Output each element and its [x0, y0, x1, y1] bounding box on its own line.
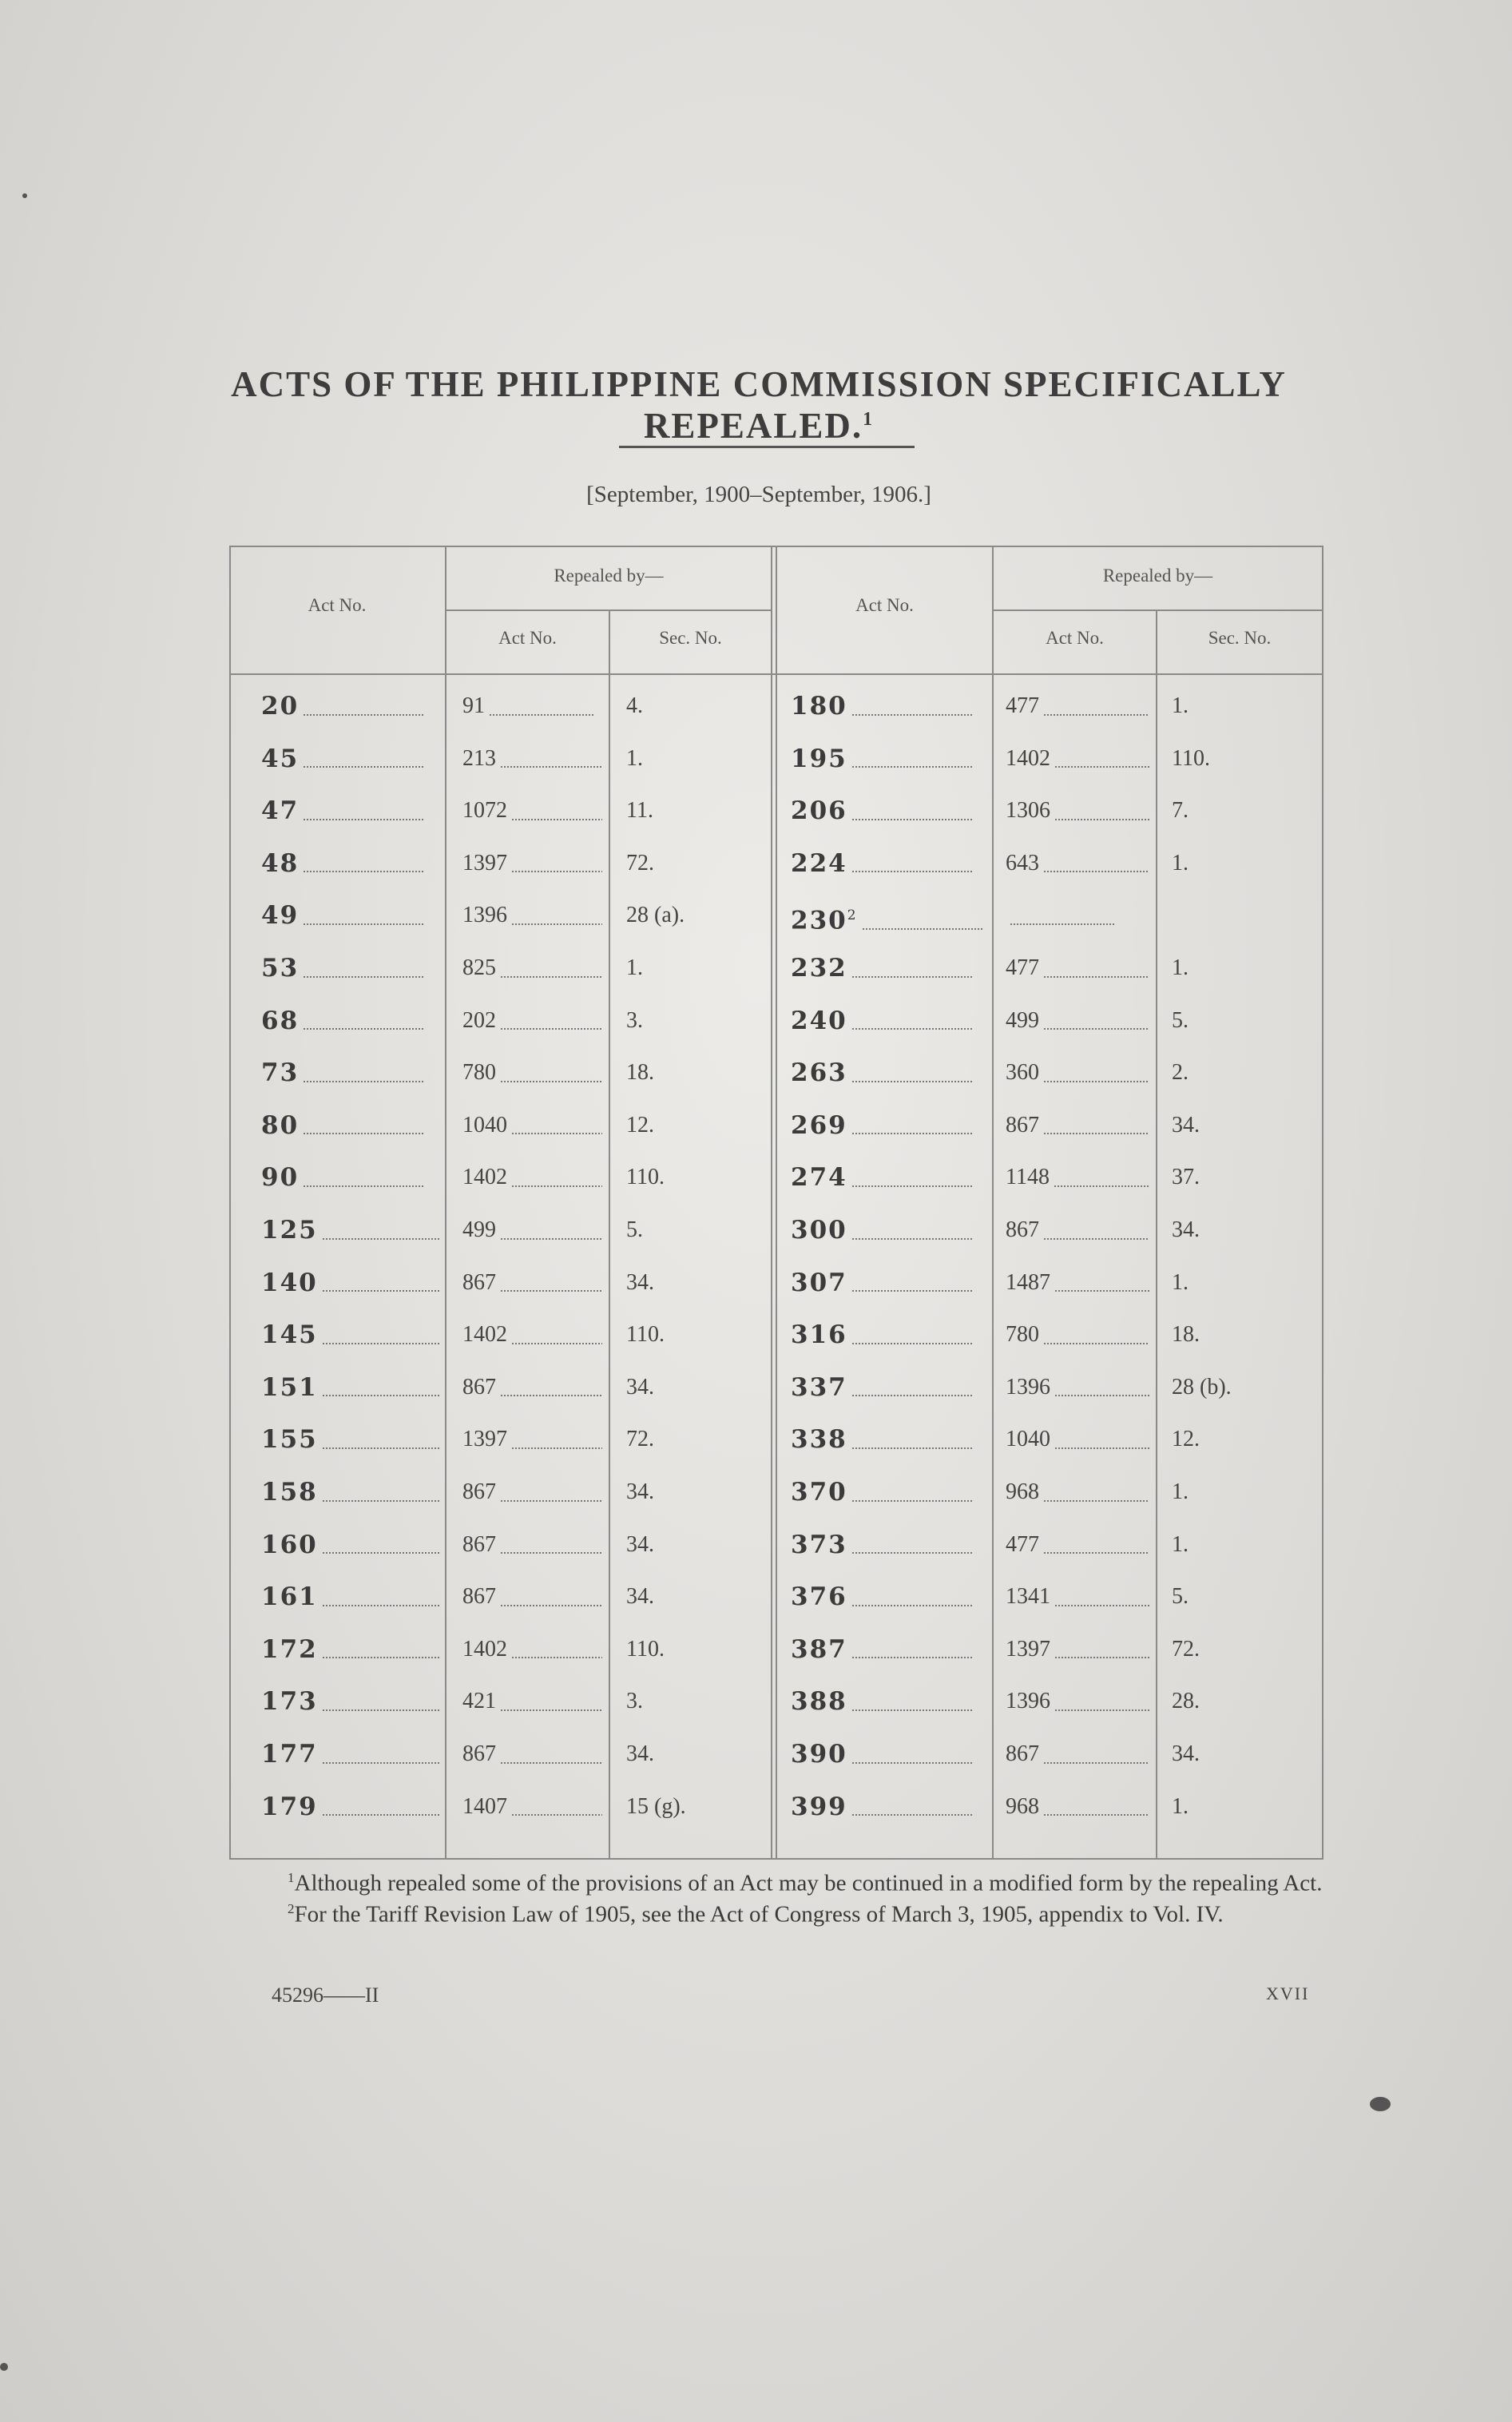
section-number: 28 (b).: [1172, 1374, 1232, 1400]
repealing-act-number: [1006, 889, 1149, 942]
act-number-text: 140: [261, 1268, 318, 1297]
dot-leader: [1044, 1224, 1148, 1240]
act-number: [791, 995, 986, 1047]
footnote-1-text: Although repealed some of the provisions of an Act may be continued in a modified form by the repealing Act.: [294, 1870, 1323, 1896]
repealing-act-text: 867: [1006, 1741, 1039, 1766]
act-number-text: 151: [261, 1372, 318, 1402]
repealing-act-text: 1397: [462, 1427, 507, 1452]
repealing-act-number: [1006, 1675, 1149, 1728]
section-number: 34.: [1172, 1112, 1200, 1138]
dot-leader: [852, 804, 972, 820]
act-number-text: 387: [791, 1634, 847, 1664]
act-number-text: 20: [261, 692, 300, 721]
section-number: 34.: [626, 1479, 654, 1504]
header-subrule: [992, 609, 1322, 611]
repealing-act-number: [1006, 1413, 1149, 1466]
dot-leader: [852, 1695, 972, 1711]
table-row: [229, 995, 1323, 1047]
act-number-text: 125: [261, 1216, 318, 1245]
act-number: [791, 784, 986, 837]
section-number: 1.: [1172, 693, 1189, 718]
repealing-act-text: 1040: [462, 1112, 507, 1138]
act-number: [791, 1099, 986, 1152]
repealing-act-text: 1402: [462, 1322, 507, 1348]
repealing-act-text: 780: [1006, 1322, 1039, 1348]
dot-leader: [852, 1800, 972, 1816]
dot-leader: [1044, 700, 1148, 716]
header-subrule: [445, 609, 771, 611]
table-row: [229, 784, 1323, 837]
act-number: [791, 837, 986, 890]
title-footnote-mark: 1: [863, 409, 875, 430]
repealing-act-text: 968: [1006, 1479, 1039, 1504]
section-number: 4.: [626, 693, 643, 718]
act-number: [791, 1728, 986, 1781]
dot-leader: [852, 1590, 972, 1606]
section-number: 1.: [1172, 955, 1189, 980]
act-number: [791, 1151, 986, 1204]
section-number: 110.: [626, 1322, 665, 1348]
section-number: 34.: [626, 1269, 654, 1295]
dot-leader: [852, 1380, 972, 1396]
repealing-act-number: [1006, 1781, 1149, 1833]
table-row: [229, 1361, 1323, 1414]
repealing-act-text: 202: [462, 1007, 496, 1033]
act-number: [791, 1675, 986, 1728]
repealing-act-number: [1006, 1308, 1149, 1361]
dot-leader: [852, 700, 972, 716]
repealing-act-number: [1006, 1151, 1149, 1204]
act-number-text: 263: [791, 1058, 847, 1088]
act-number-text: 240: [791, 1006, 847, 1035]
dot-leader: [1055, 1642, 1149, 1658]
act-number-text: 316: [791, 1320, 847, 1350]
section-number: 72.: [626, 850, 654, 875]
act-number-text: 224: [791, 848, 847, 878]
repealing-act-text: 968: [1006, 1793, 1039, 1819]
dot-leader: [852, 1014, 972, 1030]
dot-leader: [852, 1118, 972, 1134]
section-number: 34.: [1172, 1217, 1200, 1242]
repealing-act-number: [1006, 1361, 1149, 1414]
table-row: [229, 1623, 1323, 1676]
repealing-act-number: [1006, 837, 1149, 890]
repealing-act-text: 1397: [462, 850, 507, 875]
section-number: 1.: [1172, 1531, 1189, 1557]
repealing-act-text: 1402: [1006, 745, 1050, 771]
ink-spot: [0, 2363, 8, 2371]
repealing-act-text: 1407: [462, 1793, 507, 1819]
repealing-act-text: 643: [1006, 850, 1039, 875]
repealing-act-text: 421: [462, 1689, 496, 1714]
repealing-act-text: 867: [462, 1269, 496, 1295]
section-number: 2.: [1172, 1060, 1189, 1086]
dot-leader: [852, 1224, 972, 1240]
act-number: [791, 680, 986, 733]
header-repealed-by-left: Repealed by—: [554, 566, 664, 586]
dot-leader: [1044, 962, 1148, 978]
table-row: [229, 1257, 1323, 1309]
dot-leader: [852, 752, 972, 768]
repealing-act-text: 1341: [1006, 1584, 1050, 1610]
section-number: 1.: [1172, 1269, 1189, 1295]
repealed-acts-table: [229, 546, 1323, 1860]
title-rule: [619, 446, 915, 448]
repealing-act-number: [1006, 1570, 1149, 1623]
dot-leader: [852, 962, 972, 978]
section-number: 72.: [1172, 1636, 1200, 1662]
table-row: [229, 837, 1323, 890]
section-number: 1.: [626, 955, 643, 980]
act-number-text: 269: [791, 1110, 847, 1140]
act-number: [791, 1570, 986, 1623]
act-number-text: 376: [791, 1582, 847, 1612]
repealing-act-number: [1006, 733, 1149, 785]
act-number-text: 177: [261, 1740, 318, 1769]
section-number: 34.: [626, 1584, 654, 1610]
dot-leader: [1055, 1380, 1149, 1396]
footnote-2-mark: 2: [288, 1900, 295, 1916]
dot-leader: [1010, 909, 1114, 925]
header-act-no-left: Act No.: [308, 595, 367, 615]
act-number-text: 179: [261, 1792, 318, 1821]
table-row: [229, 1413, 1323, 1466]
header-act-no-right: Act No.: [855, 595, 914, 615]
act-number: [791, 942, 986, 995]
act-number: [791, 1308, 986, 1361]
repealing-act-text: 1306: [1006, 798, 1050, 824]
table-row: [229, 1728, 1323, 1781]
section-number: 37.: [1172, 1165, 1200, 1190]
ink-spot: [22, 193, 27, 198]
act-number-text: 161: [261, 1582, 318, 1612]
act-number-text: 390: [791, 1740, 847, 1769]
repealing-act-text: 1040: [1006, 1427, 1050, 1452]
repealing-act-text: 360: [1006, 1060, 1039, 1086]
repealing-act-text: 867: [1006, 1112, 1039, 1138]
repealing-act-number: [1006, 1519, 1149, 1571]
act-number-text: 274: [791, 1163, 847, 1193]
repealing-act-text: 91: [462, 693, 485, 718]
section-number: 1.: [1172, 850, 1189, 875]
header-rep-act-no-right: Act No.: [1046, 628, 1104, 648]
dot-leader: [852, 856, 972, 872]
dot-leader: [1055, 804, 1149, 820]
act-number-text: 230: [791, 906, 847, 935]
table-row: [229, 942, 1323, 995]
dot-leader: [1055, 1433, 1149, 1449]
header-bottom-rule: [229, 673, 1323, 675]
table-row: [229, 1570, 1323, 1623]
repealing-act-text: 1402: [462, 1165, 507, 1190]
dot-leader: [852, 1276, 972, 1292]
table-row: [229, 1675, 1323, 1728]
act-number-text: 68: [261, 1006, 300, 1035]
repealing-act-text: 825: [462, 955, 496, 980]
repealing-act-text: 1402: [462, 1636, 507, 1662]
dot-leader: [1044, 1328, 1148, 1344]
dot-leader: [852, 1066, 972, 1082]
section-number: 34.: [1172, 1741, 1200, 1766]
table-row: [229, 1519, 1323, 1571]
repealing-act-number: [1006, 1466, 1149, 1519]
act-number: [791, 733, 986, 785]
act-number-text: 53: [261, 954, 300, 983]
repealing-act-number: [1006, 1623, 1149, 1676]
repealing-act-text: 867: [462, 1584, 496, 1610]
section-number: 34.: [626, 1374, 654, 1400]
footnote-1: [224, 1865, 1334, 1896]
section-number: 1.: [1172, 1479, 1189, 1504]
repealing-act-number: [1006, 1099, 1149, 1152]
act-number-text: 399: [791, 1792, 847, 1821]
dot-leader: [1044, 1066, 1148, 1082]
repealing-act-number: [1006, 784, 1149, 837]
dot-leader: [1044, 1118, 1148, 1134]
section-number: 5.: [1172, 1007, 1189, 1033]
header-sec-no-left: Sec. No.: [659, 628, 722, 648]
footnotes: [224, 1865, 1334, 1927]
repealing-act-number: [1006, 1728, 1149, 1781]
repealing-act-number: [1006, 995, 1149, 1047]
dot-leader: [863, 914, 982, 930]
section-number: 110.: [626, 1165, 665, 1190]
repealing-act-text: 867: [462, 1374, 496, 1400]
table-row: [229, 889, 1323, 942]
dot-leader: [1055, 1695, 1149, 1711]
footnote-2: [224, 1896, 1334, 1928]
act-number-text: 373: [791, 1530, 847, 1559]
dot-leader: [1044, 1748, 1148, 1764]
section-number: 1.: [626, 745, 643, 771]
repealing-act-text: 213: [462, 745, 496, 771]
repealing-act-text: 1397: [1006, 1636, 1050, 1662]
act-number-text: 180: [791, 692, 847, 721]
dot-leader: [852, 1486, 972, 1502]
table-row: [229, 1466, 1323, 1519]
footnote-1-mark: 1: [288, 1870, 295, 1885]
section-number: 28 (a).: [626, 903, 685, 928]
footnote-2-text: For the Tariff Revision Law of 1905, see the Act of Congress of March 3, 1905, appendix to Vol. IV.: [294, 1901, 1224, 1928]
act-number-text: 307: [791, 1268, 847, 1297]
section-number: 3.: [626, 1689, 643, 1714]
repealing-act-text: 1487: [1006, 1269, 1050, 1295]
repealing-act-number: [1006, 1046, 1149, 1099]
repealing-act-text: 867: [462, 1531, 496, 1557]
act-number: [791, 1204, 986, 1257]
dot-leader: [1044, 1014, 1148, 1030]
section-number: 72.: [626, 1427, 654, 1452]
act-number: [791, 1466, 986, 1519]
act-number-text: 48: [261, 848, 300, 878]
section-number: 7.: [1172, 798, 1189, 824]
act-number-text: 388: [791, 1687, 847, 1717]
act-number-text: 90: [261, 1163, 300, 1193]
section-number: 1.: [1172, 1793, 1189, 1819]
dot-leader: [1055, 752, 1149, 768]
dot-leader: [1044, 1800, 1148, 1816]
repealing-act-text: 477: [1006, 955, 1039, 980]
act-number-text: 338: [791, 1425, 847, 1455]
date-range-subtitle: [September, 1900–September, 1906.]: [586, 482, 931, 507]
dot-leader: [1044, 856, 1148, 872]
repealing-act-text: 499: [1006, 1007, 1039, 1033]
dot-leader: [852, 1538, 972, 1554]
repealing-act-text: 499: [462, 1217, 496, 1242]
repealing-act-text: 477: [1006, 1531, 1039, 1557]
repealing-act-number: [1006, 1257, 1149, 1309]
header-repealed-by-right: Repealed by—: [1102, 566, 1213, 586]
dot-leader: [1044, 1486, 1148, 1502]
page-title-text: ACTS OF THE PHILIPPINE COMMISSION SPECIFICALLY REPEALED.: [231, 364, 1287, 446]
table-row: [229, 733, 1323, 785]
repealing-act-number: [1006, 1204, 1149, 1257]
section-number: 18.: [1172, 1322, 1200, 1348]
repealing-act-text: 477: [1006, 693, 1039, 718]
section-number: 5.: [1172, 1584, 1189, 1610]
act-number-text: 49: [261, 901, 300, 931]
act-number: [791, 1046, 986, 1099]
repealing-act-text: 1148: [1006, 1165, 1050, 1190]
dot-leader: [1054, 1171, 1149, 1187]
table-row: [229, 680, 1323, 733]
repealing-act-text: 867: [462, 1479, 496, 1504]
act-number-text: 300: [791, 1216, 847, 1245]
act-number-text: 232: [791, 954, 847, 983]
act-number-text: 172: [261, 1634, 318, 1664]
act-number-text: 160: [261, 1530, 318, 1559]
header-rep-act-no-left: Act No.: [498, 628, 557, 648]
dot-leader: [852, 1171, 972, 1187]
print-job-number: 45296——II: [272, 1983, 379, 2007]
act-number: [791, 1623, 986, 1676]
table-row: [229, 1308, 1323, 1361]
section-number: 18.: [626, 1060, 654, 1086]
repealing-act-text: 867: [1006, 1217, 1039, 1242]
act-number: [791, 1781, 986, 1833]
act-number: [791, 1519, 986, 1571]
table-row: [229, 1046, 1323, 1099]
section-number: 110.: [1172, 745, 1210, 771]
table-row: [229, 1781, 1323, 1833]
repealing-act-text: 1396: [462, 903, 507, 928]
act-number: [791, 1257, 986, 1309]
section-number: 34.: [626, 1531, 654, 1557]
repealing-act-text: 1396: [1006, 1689, 1050, 1714]
section-number: 110.: [626, 1636, 665, 1662]
ink-spot: [1370, 2097, 1391, 2111]
section-number: 15 (g).: [626, 1793, 686, 1819]
section-number: 28.: [1172, 1689, 1200, 1714]
dot-leader: [1055, 1276, 1149, 1292]
dot-leader: [852, 1328, 972, 1344]
dot-leader: [852, 1748, 972, 1764]
act-number-text: 206: [791, 796, 847, 826]
act-number-text: 47: [261, 796, 300, 826]
act-number-text: 45: [261, 744, 300, 773]
section-number: 11.: [626, 798, 653, 824]
page-title: [160, 363, 1358, 447]
act-number-text: 155: [261, 1425, 318, 1455]
dot-leader: [852, 1433, 972, 1449]
act-number-text: 80: [261, 1110, 300, 1140]
act-number-text: 145: [261, 1320, 318, 1350]
act-number: [791, 889, 986, 942]
repealing-act-number: [1006, 942, 1149, 995]
table-row: [229, 1151, 1323, 1204]
repealing-act-text: 780: [462, 1060, 496, 1086]
header-sec-no-right: Sec. No.: [1208, 628, 1272, 648]
dot-leader: [1044, 1538, 1148, 1554]
act-footnote-mark: 2: [847, 907, 858, 924]
section-number: 12.: [626, 1112, 654, 1138]
section-number: 12.: [1172, 1427, 1200, 1452]
act-number: [791, 1361, 986, 1414]
dot-leader: [852, 1642, 972, 1658]
section-number: 5.: [626, 1217, 643, 1242]
act-number-text: 337: [791, 1372, 847, 1402]
repealing-act-text: 867: [462, 1741, 496, 1766]
table-row: [229, 1099, 1323, 1152]
dot-leader: [1055, 1590, 1149, 1606]
section-number: 3.: [626, 1007, 643, 1033]
act-number-text: 173: [261, 1687, 318, 1717]
table-row: [229, 1204, 1323, 1257]
page-number: XVII: [1266, 1983, 1310, 2003]
act-number-text: 195: [791, 744, 847, 773]
repealing-act-number: [1006, 680, 1149, 733]
act-number-text: 158: [261, 1478, 318, 1507]
section-number: 34.: [626, 1741, 654, 1766]
act-number-text: 370: [791, 1478, 847, 1507]
act-number-text: 73: [261, 1058, 300, 1088]
repealing-act-text: 1396: [1006, 1374, 1050, 1400]
act-number: [791, 1413, 986, 1466]
repealing-act-text: 1072: [462, 798, 507, 824]
